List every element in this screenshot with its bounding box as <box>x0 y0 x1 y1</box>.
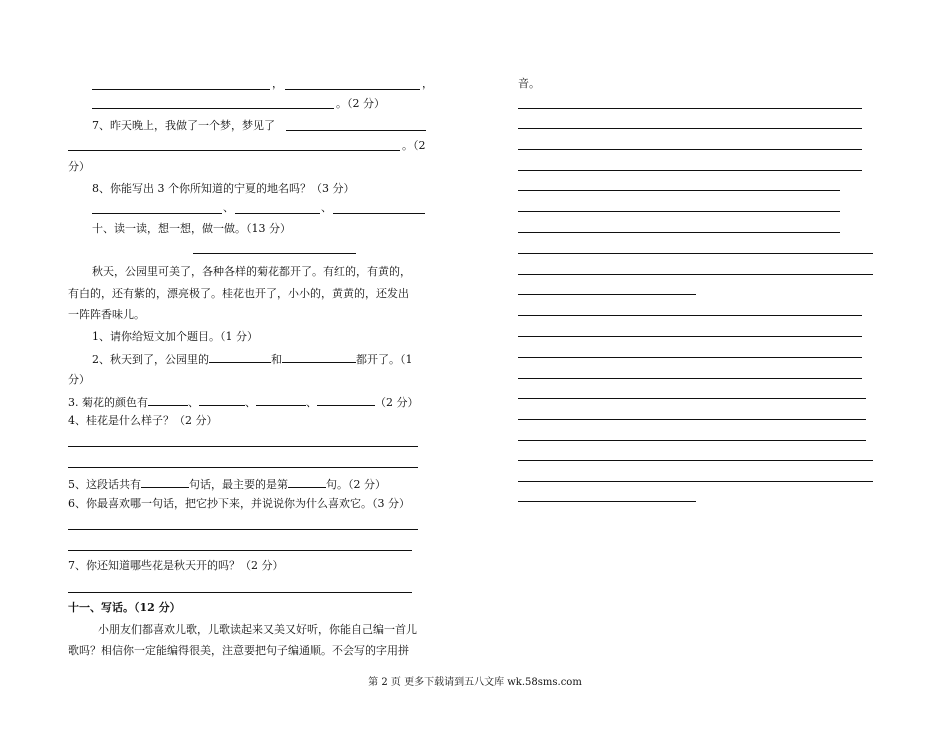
answer-line <box>333 213 425 214</box>
passage-line-1: 秋天，公园里可美了，各种各样的菊花都开了。有红的，有黄的， <box>92 265 411 278</box>
writing-line <box>518 398 866 399</box>
answer-blank <box>141 476 189 488</box>
title-answer-line <box>193 253 356 254</box>
writing-line <box>518 481 873 482</box>
score-text: 分） <box>68 160 90 173</box>
writing-line <box>518 253 873 254</box>
subquestion-2 <box>92 351 413 367</box>
writing-line <box>518 501 696 502</box>
score-text: 分） <box>68 373 90 386</box>
answer-blank <box>199 394 245 406</box>
writing-line <box>518 357 862 358</box>
continued-text: 音。 <box>518 77 540 90</box>
answer-line <box>68 446 418 447</box>
subquestion-2-part-a: 2、秋天到了，公园里的 <box>92 353 209 366</box>
answer-line <box>68 150 400 151</box>
subquestion-6: 6、你最喜欢哪一句话，把它抄下来，并说说你为什么喜欢它。（3 分） <box>68 497 410 510</box>
writing-line <box>518 315 862 316</box>
subquestion-7: 7、你还知道哪些花是秋天开的吗？（2 分） <box>68 559 284 572</box>
score-text: 。（2 分） <box>336 97 385 110</box>
comma: ， <box>272 77 283 90</box>
score-text: 。（2 <box>402 139 426 152</box>
section-11-body-2: 歌吗？相信你一定能编得很美，注意要把句子编通顺。不会写的字用拼 <box>68 644 409 657</box>
answer-blank <box>256 394 306 406</box>
subquestion-5 <box>68 476 386 492</box>
subquestion-5-part-a: 5、这段话共有 <box>68 478 141 491</box>
answer-line <box>68 467 418 468</box>
writing-line <box>518 170 862 171</box>
subquestion-4: 4、桂花是什么样子？（2 分） <box>68 414 218 427</box>
subquestion-2-part-b: 和 <box>271 353 282 366</box>
answer-line <box>285 89 420 90</box>
subquestion-3-label: 3. 菊花的颜色有 <box>68 396 148 409</box>
section-11-body-1: 小朋友们都喜欢儿歌，儿歌读起来又美又好听，你能自己编一首儿 <box>98 623 417 636</box>
answer-blank <box>317 394 375 406</box>
writing-line <box>518 211 840 212</box>
subquestion-2-part-c: 都开了。（1 <box>356 353 413 366</box>
writing-line <box>518 149 862 150</box>
page-footer: 第 2 页 更多下载请到五八文库 wk.58sms.com <box>368 677 582 688</box>
section-10-title: 十、读一读，想一想，做一做。（13 分） <box>92 222 291 235</box>
writing-line <box>518 378 862 379</box>
separator: 、 <box>223 201 234 214</box>
answer-blank <box>282 351 356 363</box>
separator: 、 <box>188 396 199 409</box>
writing-line <box>518 440 866 441</box>
answer-blank <box>288 476 326 488</box>
answer-blank <box>148 394 188 406</box>
writing-line <box>518 190 840 191</box>
subquestion-5-part-b: 句话，最主要的是第 <box>189 478 288 491</box>
answer-line <box>68 592 412 593</box>
writing-line <box>518 336 862 337</box>
writing-line <box>518 460 873 461</box>
answer-line <box>92 213 222 214</box>
answer-line <box>92 89 270 90</box>
separator: 、 <box>245 396 256 409</box>
separator: 、 <box>321 201 332 214</box>
subquestion-5-part-c: 句。（2 分） <box>326 478 386 491</box>
writing-line <box>518 128 862 129</box>
writing-line <box>518 419 866 420</box>
answer-line <box>68 550 412 551</box>
writing-line <box>518 274 873 275</box>
passage-line-2: 有白的，还有紫的，漂亮极了。桂花也开了，小小的，黄黄的，还发出 <box>68 287 409 300</box>
subquestion-3 <box>68 394 419 410</box>
subquestion-3-score: （2 分） <box>375 396 419 409</box>
answer-line <box>235 213 320 214</box>
answer-line <box>92 108 334 109</box>
writing-line <box>518 294 696 295</box>
answer-line <box>286 130 426 131</box>
question-8: 8、你能写出 3 个你所知道的宁夏的地名吗？（3 分） <box>92 182 355 195</box>
separator: 、 <box>306 396 317 409</box>
question-7: 7、昨天晚上，我做了一个梦，梦见了 <box>92 119 275 132</box>
passage-line-3: 一阵阵香味儿。 <box>68 308 145 321</box>
comma: ， <box>422 77 433 90</box>
answer-blank <box>209 351 271 363</box>
writing-line <box>518 108 862 109</box>
section-11-title: 十一、写话。（12 分） <box>68 601 181 614</box>
writing-line <box>518 232 840 233</box>
answer-line <box>68 529 418 530</box>
subquestion-1: 1、请你给短文加个题目。（1 分） <box>92 330 258 343</box>
